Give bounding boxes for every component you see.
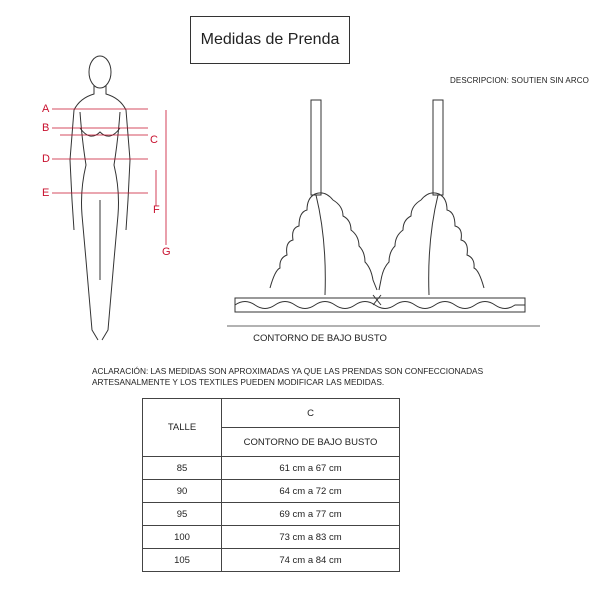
title-box xyxy=(190,16,350,64)
size-cell: 105 xyxy=(143,549,222,572)
table-row xyxy=(143,549,400,572)
head-outline xyxy=(89,56,111,88)
label-a: A xyxy=(42,103,50,115)
table-row xyxy=(143,480,400,503)
table-row xyxy=(143,526,400,549)
size-cell: 100 xyxy=(143,526,222,549)
garment-description: DESCRIPCION: SOUTIEN SIN ARCO xyxy=(450,76,589,85)
measure-code-cell: C xyxy=(222,399,400,428)
measure-name-cell: CONTORNO DE BAJO BUSTO xyxy=(222,428,400,457)
size-cell: 85 xyxy=(143,457,222,480)
underband xyxy=(235,298,525,312)
label-d: D xyxy=(42,153,50,165)
table-row xyxy=(143,503,400,526)
range-cell: 73 cm a 83 cm xyxy=(222,526,400,549)
label-b: B xyxy=(42,122,50,134)
range-cell: 74 cm a 84 cm xyxy=(222,549,400,572)
label-f: F xyxy=(153,204,160,216)
label-g: G xyxy=(162,246,171,258)
label-e: E xyxy=(42,187,50,199)
range-cell: 61 cm a 67 cm xyxy=(222,457,400,480)
body-figure xyxy=(0,40,200,360)
table-row xyxy=(143,457,400,480)
underband-scallop xyxy=(235,302,525,309)
size-table xyxy=(142,398,400,572)
size-cell: 95 xyxy=(143,503,222,526)
diagram-caption: CONTORNO DE BAJO BUSTO xyxy=(253,333,387,344)
label-c: C xyxy=(150,134,158,146)
right-strap xyxy=(433,100,443,195)
right-cup-seam xyxy=(429,195,438,295)
bra-diagram xyxy=(215,90,555,330)
range-cell: 69 cm a 77 cm xyxy=(222,503,400,526)
disclaimer-note: ACLARACIÓN: LAS MEDIDAS SON APROXIMADAS YA QUE LAS PRENDAS SON CONFECCIONADAS ARTESANALMENTE Y LOS TEXTILES PUEDEN MODIFICAR LAS MEDIDAS. xyxy=(92,366,484,387)
center-bow xyxy=(373,295,381,305)
size-cell: 90 xyxy=(143,480,222,503)
page-title: Medidas de Prenda xyxy=(200,31,340,48)
left-strap xyxy=(311,100,321,195)
size-header-cell: TALLE xyxy=(143,399,222,457)
right-cup xyxy=(379,193,484,290)
left-cup-seam xyxy=(316,195,325,295)
range-cell: 64 cm a 72 cm xyxy=(222,480,400,503)
